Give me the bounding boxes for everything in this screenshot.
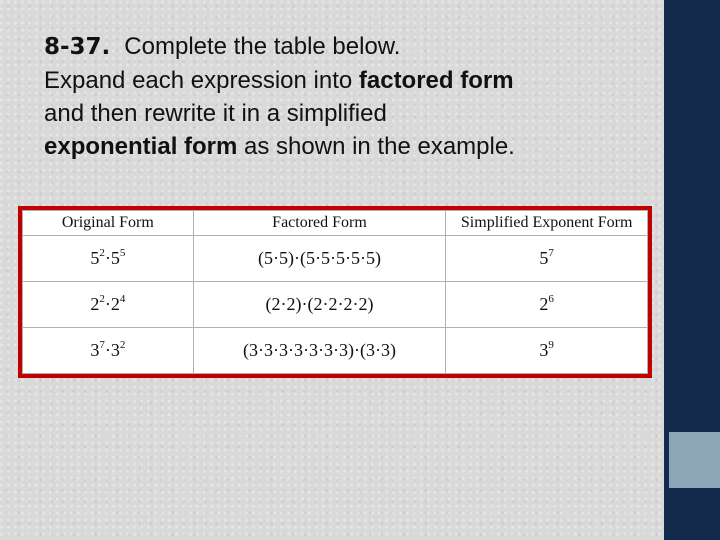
column-header: Original Form <box>23 211 194 236</box>
problem-statement <box>44 30 644 163</box>
simplified-form-cell: $3^9$ <box>446 328 648 374</box>
simplified-form-cell: $5^7$ <box>446 236 648 282</box>
sidebar-accent-block <box>669 432 720 488</box>
heading-line-2 <box>44 64 644 97</box>
instruction-text: and then rewrite it in a simplified <box>44 100 387 127</box>
factored-form-cell: (5·5)·(5·5·5·5·5) <box>193 236 446 282</box>
table-row <box>23 328 648 374</box>
heading-line-3 <box>44 97 644 130</box>
problem-number: 8-37. <box>44 34 111 60</box>
instruction-text: Expand each expression into <box>44 67 359 94</box>
column-header: Simplified Exponent Form <box>446 211 648 236</box>
factored-form-cell: (3·3·3·3·3·3·3)·(3·3) <box>193 328 446 374</box>
instruction-text: Complete the table below. <box>124 33 401 60</box>
heading-line-4 <box>44 130 644 163</box>
instruction-text: as shown in the example. <box>237 133 515 160</box>
original-form-cell: $5^2\cdot 5^5$ <box>23 236 194 282</box>
heading-line-1 <box>44 30 644 64</box>
table-row <box>23 236 648 282</box>
original-form-cell: $2^2\cdot 2^4$ <box>23 282 194 328</box>
factored-form-term: factored form <box>358 67 514 94</box>
original-form-cell: $3^7\cdot 3^2$ <box>23 328 194 374</box>
exponent-table <box>18 206 652 378</box>
column-header: Factored Form <box>193 211 446 236</box>
table-header-row <box>23 211 648 236</box>
exponential-form-term: exponential form <box>44 133 238 160</box>
table-row <box>23 282 648 328</box>
factored-form-cell: (2·2)·(2·2·2·2) <box>193 282 446 328</box>
simplified-form-cell: $2^6$ <box>446 282 648 328</box>
